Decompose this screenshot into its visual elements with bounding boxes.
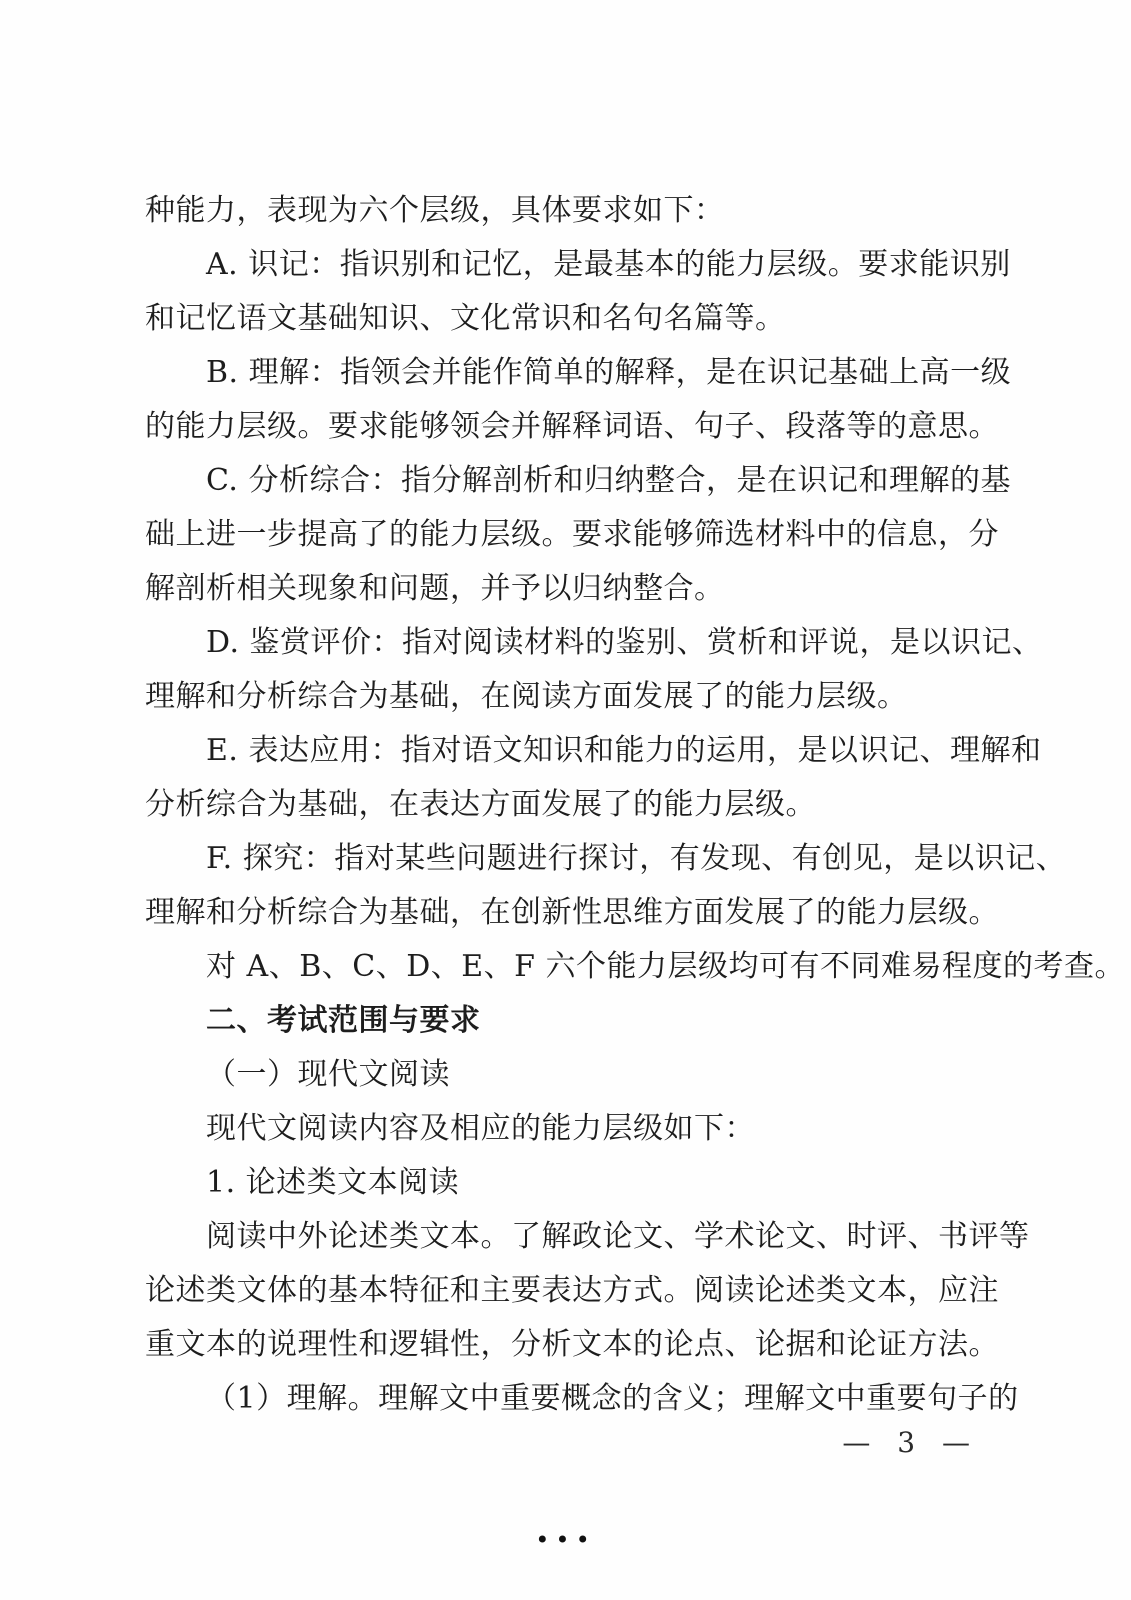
body-line: 阅读中外论述类文本。了解政论文、学术论文、时评、书评等 — [206, 1219, 1030, 1254]
page-number: — 3 — — [842, 1426, 979, 1459]
body-line: D. 鉴赏评价：指对阅读材料的鉴别、赏析和评说，是以识记、 — [206, 625, 1043, 660]
body-line: 础上进一步提高了的能力层级。要求能够筛选材料中的信息，分 — [145, 517, 999, 552]
body-line: 现代文阅读内容及相应的能力层级如下： — [206, 1111, 755, 1146]
body-line: 重文本的说理性和逻辑性，分析文本的论点、论据和论证方法。 — [145, 1327, 999, 1362]
item-heading: 1. 论述类文本阅读 — [206, 1165, 460, 1200]
body-line: E. 表达应用：指对语文知识和能力的运用，是以识记、理解和 — [206, 733, 1042, 768]
footer-dots: ••• — [535, 1526, 596, 1554]
body-line: B. 理解：指领会并能作简单的解释，是在识记基础上高一级 — [206, 355, 1012, 390]
body-line: 解剖析相关现象和问题，并予以归纳整合。 — [145, 571, 725, 606]
body-line: 理解和分析综合为基础，在阅读方面发展了的能力层级。 — [145, 679, 908, 714]
body-line: F. 探究：指对某些问题进行探讨，有发现、有创见，是以识记、 — [206, 841, 1067, 876]
body-line: A. 识记：指识别和记忆，是最基本的能力层级。要求能识别 — [206, 247, 1011, 282]
subsection-heading: （一）现代文阅读 — [206, 1057, 450, 1092]
body-line: 论述类文体的基本特征和主要表达方式。阅读论述类文本，应注 — [145, 1273, 999, 1308]
body-line: 理解和分析综合为基础，在创新性思维方面发展了的能力层级。 — [145, 895, 999, 930]
body-line: 分析综合为基础，在表达方面发展了的能力层级。 — [145, 787, 816, 822]
body-line: 和记忆语文基础知识、文化常识和名句名篇等。 — [145, 301, 786, 336]
text-block — [145, 184, 1126, 1426]
body-line: 的能力层级。要求能够领会并解释词语、句子、段落等的意思。 — [145, 409, 999, 444]
body-line: 对 A、B、C、D、E、F 六个能力层级均可有不同难易程度的考查。 — [206, 949, 1126, 984]
body-line: 种能力，表现为六个层级，具体要求如下： — [145, 193, 725, 228]
body-line: C. 分析综合：指分解剖析和归纳整合，是在识记和理解的基 — [206, 463, 1011, 498]
body-line: （1）理解。理解文中重要概念的含义；理解文中重要句子的 — [206, 1381, 1019, 1416]
section-heading: 二、考试范围与要求 — [206, 1003, 481, 1038]
